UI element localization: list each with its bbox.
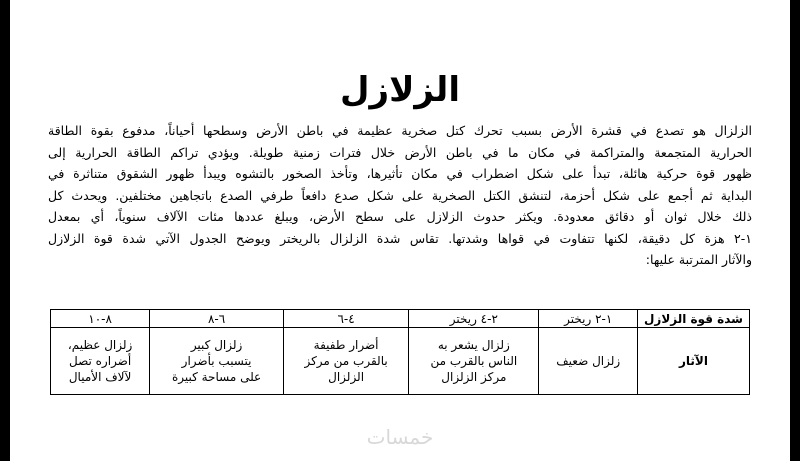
magnitude-cell: ٢-٤ ريختر	[409, 310, 539, 328]
paragraph-line: ١-٢ هزة كل دقيقة، لكنها تتفاوت في قواها وشدتها. تقاس شدة الزلزال بالريختر ويوضح الجدول الآتي شدة قوة الزلازل	[48, 230, 752, 246]
magnitude-cell: ٤-٦	[283, 310, 408, 328]
effect-line: زلزال كبير	[190, 338, 243, 352]
effect-cell	[51, 328, 150, 395]
table-effects-row	[51, 328, 750, 395]
effect-line: الزلزال	[328, 370, 365, 384]
paragraph-line: الزلزال هو تصدع في قشرة الأرض بسبب تحرك كتل صخرية عظيمة في باطن الأرض وسطحها أحياناً، مدفوع بقوة الطاقة	[48, 123, 752, 138]
document-page	[10, 0, 790, 461]
effect-line: يتسبب بأضرار	[181, 354, 252, 368]
earthquake-magnitude-table	[50, 309, 750, 395]
paragraph-line: البداية ثم أجمع على شكل أحزمة، لتنشق الكتل الصخرية على شكل صدع دافعاً طرفي الصدع باتجاهين مختلفين. ويحدث كل	[48, 187, 752, 203]
magnitude-cell: ٦-٨	[150, 310, 284, 328]
paragraph-line: الحرارية المتجمعة والمتراكمة في مكان ما في باطن الأرض خلال فترات زمنية طويلة. ويؤدي تراكم الطاقة الحرارية إلى	[48, 144, 752, 160]
effect-cell	[539, 328, 638, 395]
effect-cell	[283, 328, 408, 395]
effect-line: زلزال يشعر به	[437, 338, 510, 352]
effect-line: زلزال ضعيف	[556, 354, 621, 368]
effect-cell	[409, 328, 539, 395]
effect-cell	[150, 328, 284, 395]
effect-line: أضراره تصل	[69, 354, 132, 368]
watermark-logo: خمسات	[366, 425, 434, 449]
table-header-row	[51, 310, 750, 328]
effect-line: أضرار طفيفة	[313, 338, 379, 352]
effects-header-cell: الآثار	[638, 328, 750, 395]
magnitude-cell: ٨-١٠	[51, 310, 150, 328]
paragraph-line: والآثار المترتبة عليها:	[645, 252, 752, 267]
effect-line: على مساحة كبيرة	[171, 370, 262, 384]
effect-line: بالقرب من مركز	[304, 354, 388, 368]
body-paragraph	[48, 120, 752, 271]
effect-line: الناس بالقرب من	[430, 354, 518, 368]
magnitude-cell: ١-٢ ريختر	[539, 310, 638, 328]
document-title: الزلازل	[340, 70, 460, 110]
effect-line: لآلاف الأميال	[68, 370, 132, 384]
effect-line: مركز الزلزال	[441, 370, 507, 384]
paragraph-line: ذلك خلال ثوان أو دقائق معدودة. ويكثر حدوث الزلازل على سطح الأرض، ويبلغ عددها مئات الآلاف سنوياً، أي بمعدل	[48, 209, 752, 224]
effect-line: زلزال عظيم،	[67, 338, 133, 352]
magnitude-header-cell: شدة قوة الزلازل	[638, 310, 750, 328]
paragraph-line: ظهور قوة حركية هائلة، تبدأ على شكل اضطراب في مكان تأثيرها، وتأخذ الصخور بالتشوه ويبدأ ظهور الشقوق متناثرة في	[48, 166, 752, 181]
